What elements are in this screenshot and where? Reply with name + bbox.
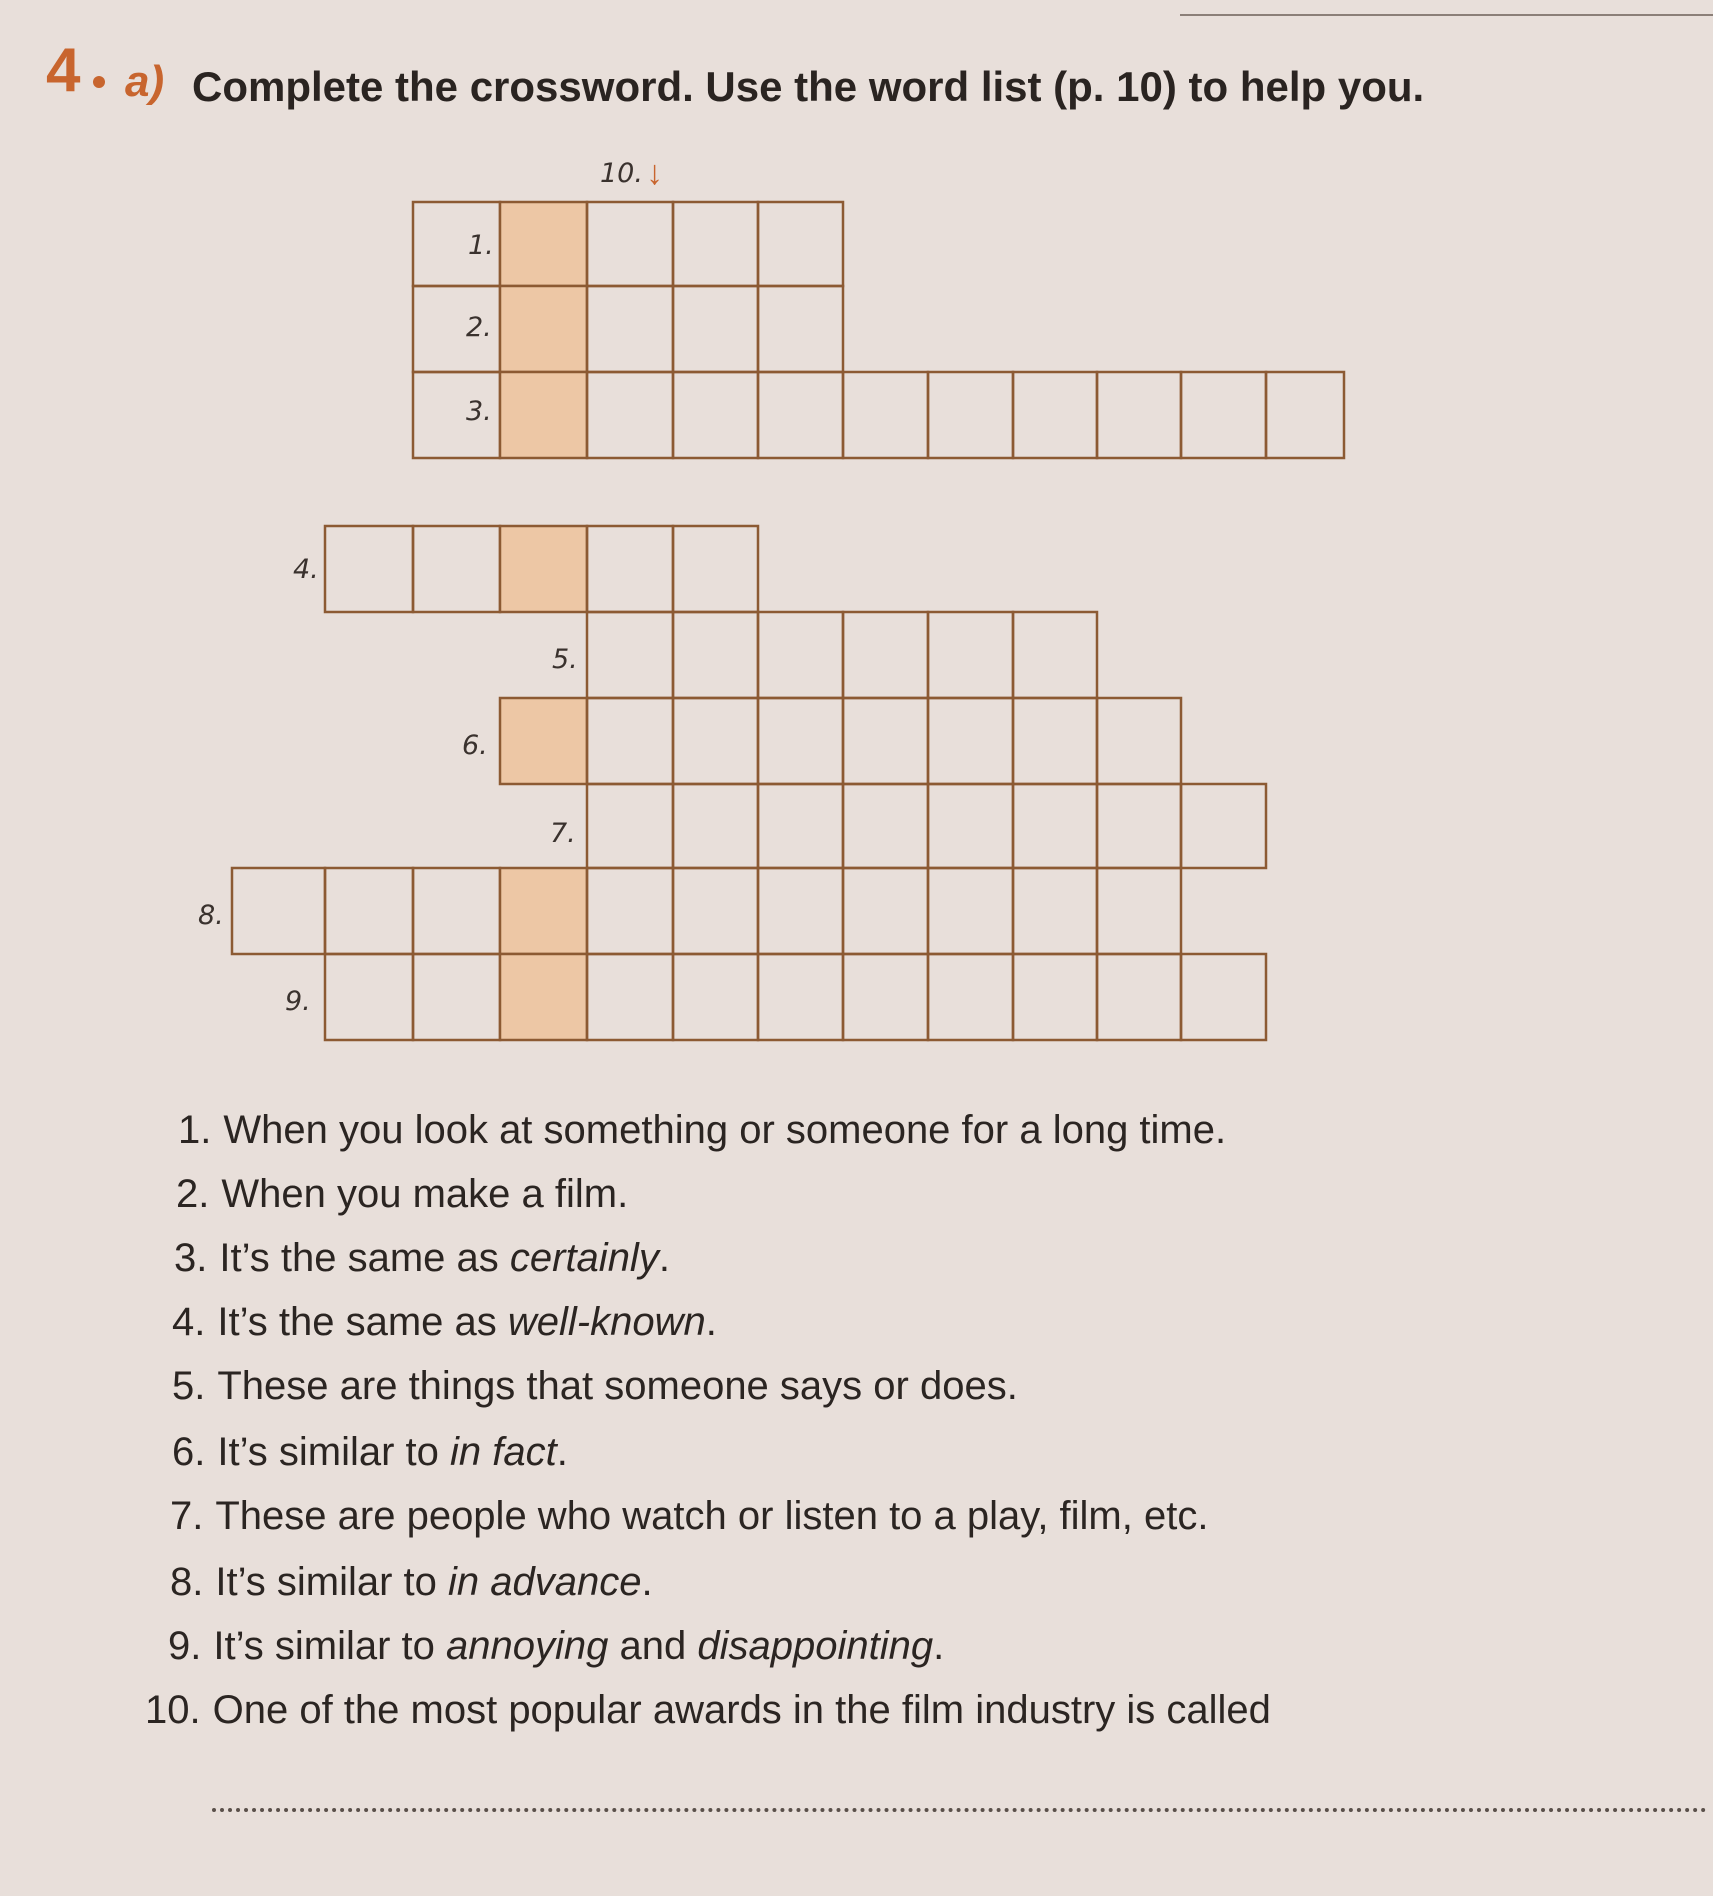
clue-text: One of the most popular awards in the film industry is called xyxy=(212,1688,1271,1732)
clue-7 xyxy=(170,1496,1208,1536)
crossword-cell-row1-col6[interactable] xyxy=(758,202,843,286)
clue-number: 2. xyxy=(176,1172,210,1216)
crossword-cell-row2-col3[interactable] xyxy=(500,286,587,372)
clue-tail: . xyxy=(641,1560,653,1604)
crossword-cell-row8-col3[interactable] xyxy=(500,868,587,954)
row-label-7: 7. xyxy=(550,818,576,849)
crossword-cell-row4-col2[interactable] xyxy=(413,526,500,612)
crossword-cell-row6-col4[interactable] xyxy=(587,698,673,784)
crossword-cell-row3-col10[interactable] xyxy=(1097,372,1181,458)
crossword-cell-row3-col4[interactable] xyxy=(587,372,673,458)
clue-tail: . xyxy=(933,1624,945,1668)
row-label-6: 6. xyxy=(462,730,488,761)
clue-tail: and xyxy=(608,1624,698,1668)
crossword-cell-row1-col4[interactable] xyxy=(587,202,673,286)
clue-text: When you make a film. xyxy=(221,1172,629,1216)
crossword-cell-row4-col5[interactable] xyxy=(673,526,758,612)
clue-5 xyxy=(172,1366,1018,1406)
crossword-cell-row7-col4[interactable] xyxy=(587,784,673,868)
crossword-cell-row6-col8[interactable] xyxy=(928,698,1013,784)
clue-number: 6. xyxy=(172,1430,206,1474)
crossword-cell-row6-col9[interactable] xyxy=(1013,698,1097,784)
clue-10 xyxy=(145,1690,1271,1730)
crossword-cell-row2-col6[interactable] xyxy=(758,286,843,372)
crossword-cell-row4-col4[interactable] xyxy=(587,526,673,612)
row-label-9: 9. xyxy=(285,986,311,1017)
crossword-cell-row5-col9[interactable] xyxy=(1013,612,1097,698)
clue-number: 10. xyxy=(145,1688,201,1732)
crossword-cell-row9-col3[interactable] xyxy=(500,954,587,1040)
row-label-8: 8. xyxy=(198,900,224,931)
crossword-cell-row8-col10[interactable] xyxy=(1097,868,1181,954)
clue-text: It’s similar to xyxy=(213,1624,446,1668)
clue-number: 1. xyxy=(178,1108,212,1152)
crossword-cell-row7-col10[interactable] xyxy=(1097,784,1181,868)
crossword-cell-row3-col5[interactable] xyxy=(673,372,758,458)
crossword-cell-row8-col4[interactable] xyxy=(587,868,673,954)
crossword-cell-row6-col6[interactable] xyxy=(758,698,843,784)
crossword-cell-row6-col7[interactable] xyxy=(843,698,928,784)
row-label-3: 3. xyxy=(466,396,492,427)
clue-tail: . xyxy=(705,1300,717,1344)
crossword-cell-row8-col5[interactable] xyxy=(673,868,758,954)
clue-3 xyxy=(174,1238,670,1278)
clue-4 xyxy=(172,1302,717,1342)
crossword-cell-row5-col4[interactable] xyxy=(587,612,673,698)
crossword-cell-row8-col2[interactable] xyxy=(413,868,500,954)
crossword-cell-row6-col3[interactable] xyxy=(500,698,587,784)
row-label-1: 1. xyxy=(468,230,494,261)
clue-number: 7. xyxy=(170,1494,204,1538)
row-label-2: 2. xyxy=(466,312,492,343)
answer-line[interactable] xyxy=(212,1808,1707,1812)
clue-text: These are things that someone says or does. xyxy=(217,1364,1018,1408)
crossword-cell-row3-col2[interactable] xyxy=(413,372,500,458)
crossword-cell-row7-col9[interactable] xyxy=(1013,784,1097,868)
clue-text: When you look at something or someone for a long time. xyxy=(223,1108,1227,1152)
clue-italic: in advance xyxy=(448,1560,642,1604)
crossword-cell-row2-col4[interactable] xyxy=(587,286,673,372)
crossword-cell-row6-col10[interactable] xyxy=(1097,698,1181,784)
clue-italic: disappointing xyxy=(697,1624,934,1668)
clue-1 xyxy=(178,1110,1226,1150)
clue-tail: . xyxy=(556,1430,568,1474)
crossword-cell-row9-col5[interactable] xyxy=(673,954,758,1040)
crossword-cell-row9-col6[interactable] xyxy=(758,954,843,1040)
clue-number: 3. xyxy=(174,1236,208,1280)
crossword-cell-row9-col8[interactable] xyxy=(928,954,1013,1040)
crossword-cell-row8-col9[interactable] xyxy=(1013,868,1097,954)
clue-number: 5. xyxy=(172,1364,206,1408)
crossword-cell-row7-col6[interactable] xyxy=(758,784,843,868)
crossword-cell-row9-col2[interactable] xyxy=(413,954,500,1040)
clue-italic: annoying xyxy=(446,1624,609,1668)
crossword-cell-row3-col9[interactable] xyxy=(1013,372,1097,458)
crossword-cell-row5-col8[interactable] xyxy=(928,612,1013,698)
crossword-cell-row9-col11[interactable] xyxy=(1181,954,1266,1040)
clue-tail: . xyxy=(658,1236,670,1280)
clue-8 xyxy=(170,1562,653,1602)
crossword-cell-row8-col6[interactable] xyxy=(758,868,843,954)
clue-italic: well-known xyxy=(507,1300,706,1344)
crossword-cell-row5-col7[interactable] xyxy=(843,612,928,698)
crossword-cell-row7-col8[interactable] xyxy=(928,784,1013,868)
row-label-4: 4. xyxy=(293,554,319,585)
clue-9 xyxy=(168,1626,944,1666)
crossword-cell-row8-col1[interactable] xyxy=(325,868,413,954)
crossword-cell-row7-col11[interactable] xyxy=(1181,784,1266,868)
clue-italic: certainly xyxy=(509,1236,659,1280)
crossword-cell-row7-col7[interactable] xyxy=(843,784,928,868)
clue-text: It’s similar to xyxy=(215,1560,448,1604)
crossword-cell-row9-col7[interactable] xyxy=(843,954,928,1040)
down-arrow-icon: ↓ xyxy=(646,154,663,192)
crossword-cell-row3-col11[interactable] xyxy=(1181,372,1266,458)
crossword-cell-row6-col5[interactable] xyxy=(673,698,758,784)
clue-2 xyxy=(176,1174,628,1214)
exercise-number: 4 xyxy=(46,36,81,105)
crossword-cell-row3-col12[interactable] xyxy=(1266,372,1344,458)
crossword-cell-row9-col9[interactable] xyxy=(1013,954,1097,1040)
clue-6 xyxy=(172,1432,568,1472)
crossword-cell-row8-col0[interactable] xyxy=(232,868,325,954)
crossword-cell-row3-col6[interactable] xyxy=(758,372,843,458)
clue-italic: in fact xyxy=(450,1430,557,1474)
crossword-cell-row3-col3[interactable] xyxy=(500,372,587,458)
clue-number: 8. xyxy=(170,1560,204,1604)
crossword-cell-row1-col3[interactable] xyxy=(500,202,587,286)
exercise-part: a) xyxy=(125,57,165,106)
crossword-cell-row9-col10[interactable] xyxy=(1097,954,1181,1040)
crossword-cell-row8-col8[interactable] xyxy=(928,868,1013,954)
crossword-cell-row2-col2[interactable] xyxy=(413,286,500,372)
crossword-cell-row4-col3[interactable] xyxy=(500,526,587,612)
clue-text: It’s the same as xyxy=(217,1300,508,1344)
crossword-cell-row1-col5[interactable] xyxy=(673,202,758,286)
clue-text: It’s the same as xyxy=(219,1236,510,1280)
clue-text: These are people who watch or listen to a play, film, etc. xyxy=(215,1494,1209,1538)
clue-number: 9. xyxy=(168,1624,202,1668)
crossword-cell-row8-col7[interactable] xyxy=(843,868,928,954)
clue-text: It’s similar to xyxy=(217,1430,450,1474)
crossword-cell-row4-col1[interactable] xyxy=(325,526,413,612)
crossword-cell-row9-col1[interactable] xyxy=(325,954,413,1040)
exercise-instruction: Complete the crossword. Use the word list (p. 10) to help you. xyxy=(192,63,1425,110)
crossword-cell-row5-col6[interactable] xyxy=(758,612,843,698)
crossword-cell-row5-col5[interactable] xyxy=(673,612,758,698)
row-label-5: 5. xyxy=(552,644,578,675)
crossword-cell-row9-col4[interactable] xyxy=(587,954,673,1040)
clue-number: 4. xyxy=(172,1300,206,1344)
crossword-cell-row7-col5[interactable] xyxy=(673,784,758,868)
crossword-cell-row3-col8[interactable] xyxy=(928,372,1013,458)
crossword-cell-row3-col7[interactable] xyxy=(843,372,928,458)
down-clue-label: 10. xyxy=(600,158,643,189)
crossword-cell-row2-col5[interactable] xyxy=(673,286,758,372)
crossword-cell-row1-col2[interactable] xyxy=(413,202,500,286)
